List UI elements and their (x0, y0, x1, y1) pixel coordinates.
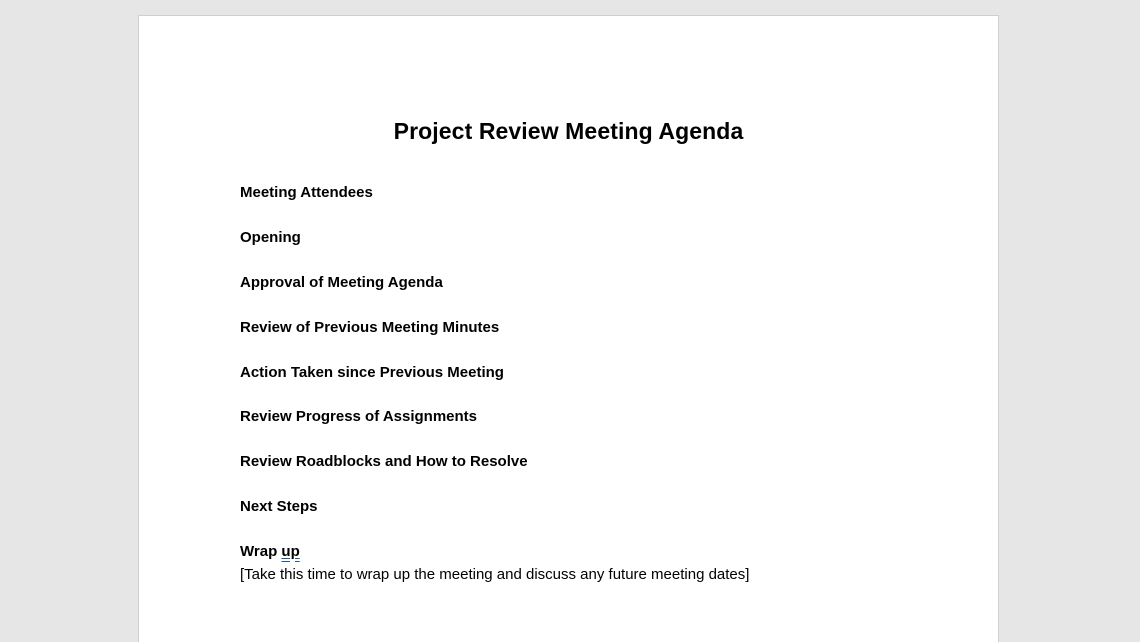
agenda-item-wrap-up[interactable] (240, 543, 300, 560)
agenda-item-review-minutes[interactable]: Review of Previous Meeting Minutes (240, 319, 500, 336)
wrap-up-note[interactable]: [Take this time to wrap up the meeting and discuss any future meeting dates] (240, 566, 750, 583)
document-title[interactable]: Project Review Meeting Agenda (393, 118, 744, 144)
agenda-item-next-steps[interactable]: Next Steps (240, 498, 318, 515)
agenda-item-approval[interactable]: Approval of Meeting Agenda (240, 274, 443, 291)
document-page[interactable] (138, 15, 999, 642)
agenda-item-opening[interactable]: Opening (240, 229, 301, 246)
agenda-item-action-taken[interactable]: Action Taken since Previous Meeting (240, 364, 504, 381)
grammar-flagged-word[interactable]: up (281, 543, 300, 560)
agenda-item-roadblocks[interactable]: Review Roadblocks and How to Resolve (240, 453, 528, 470)
wrap-up-prefix: Wrap (240, 543, 282, 560)
agenda-item-review-progress[interactable]: Review Progress of Assignments (240, 408, 478, 425)
agenda-item-meeting-attendees[interactable]: Meeting Attendees (240, 184, 373, 201)
